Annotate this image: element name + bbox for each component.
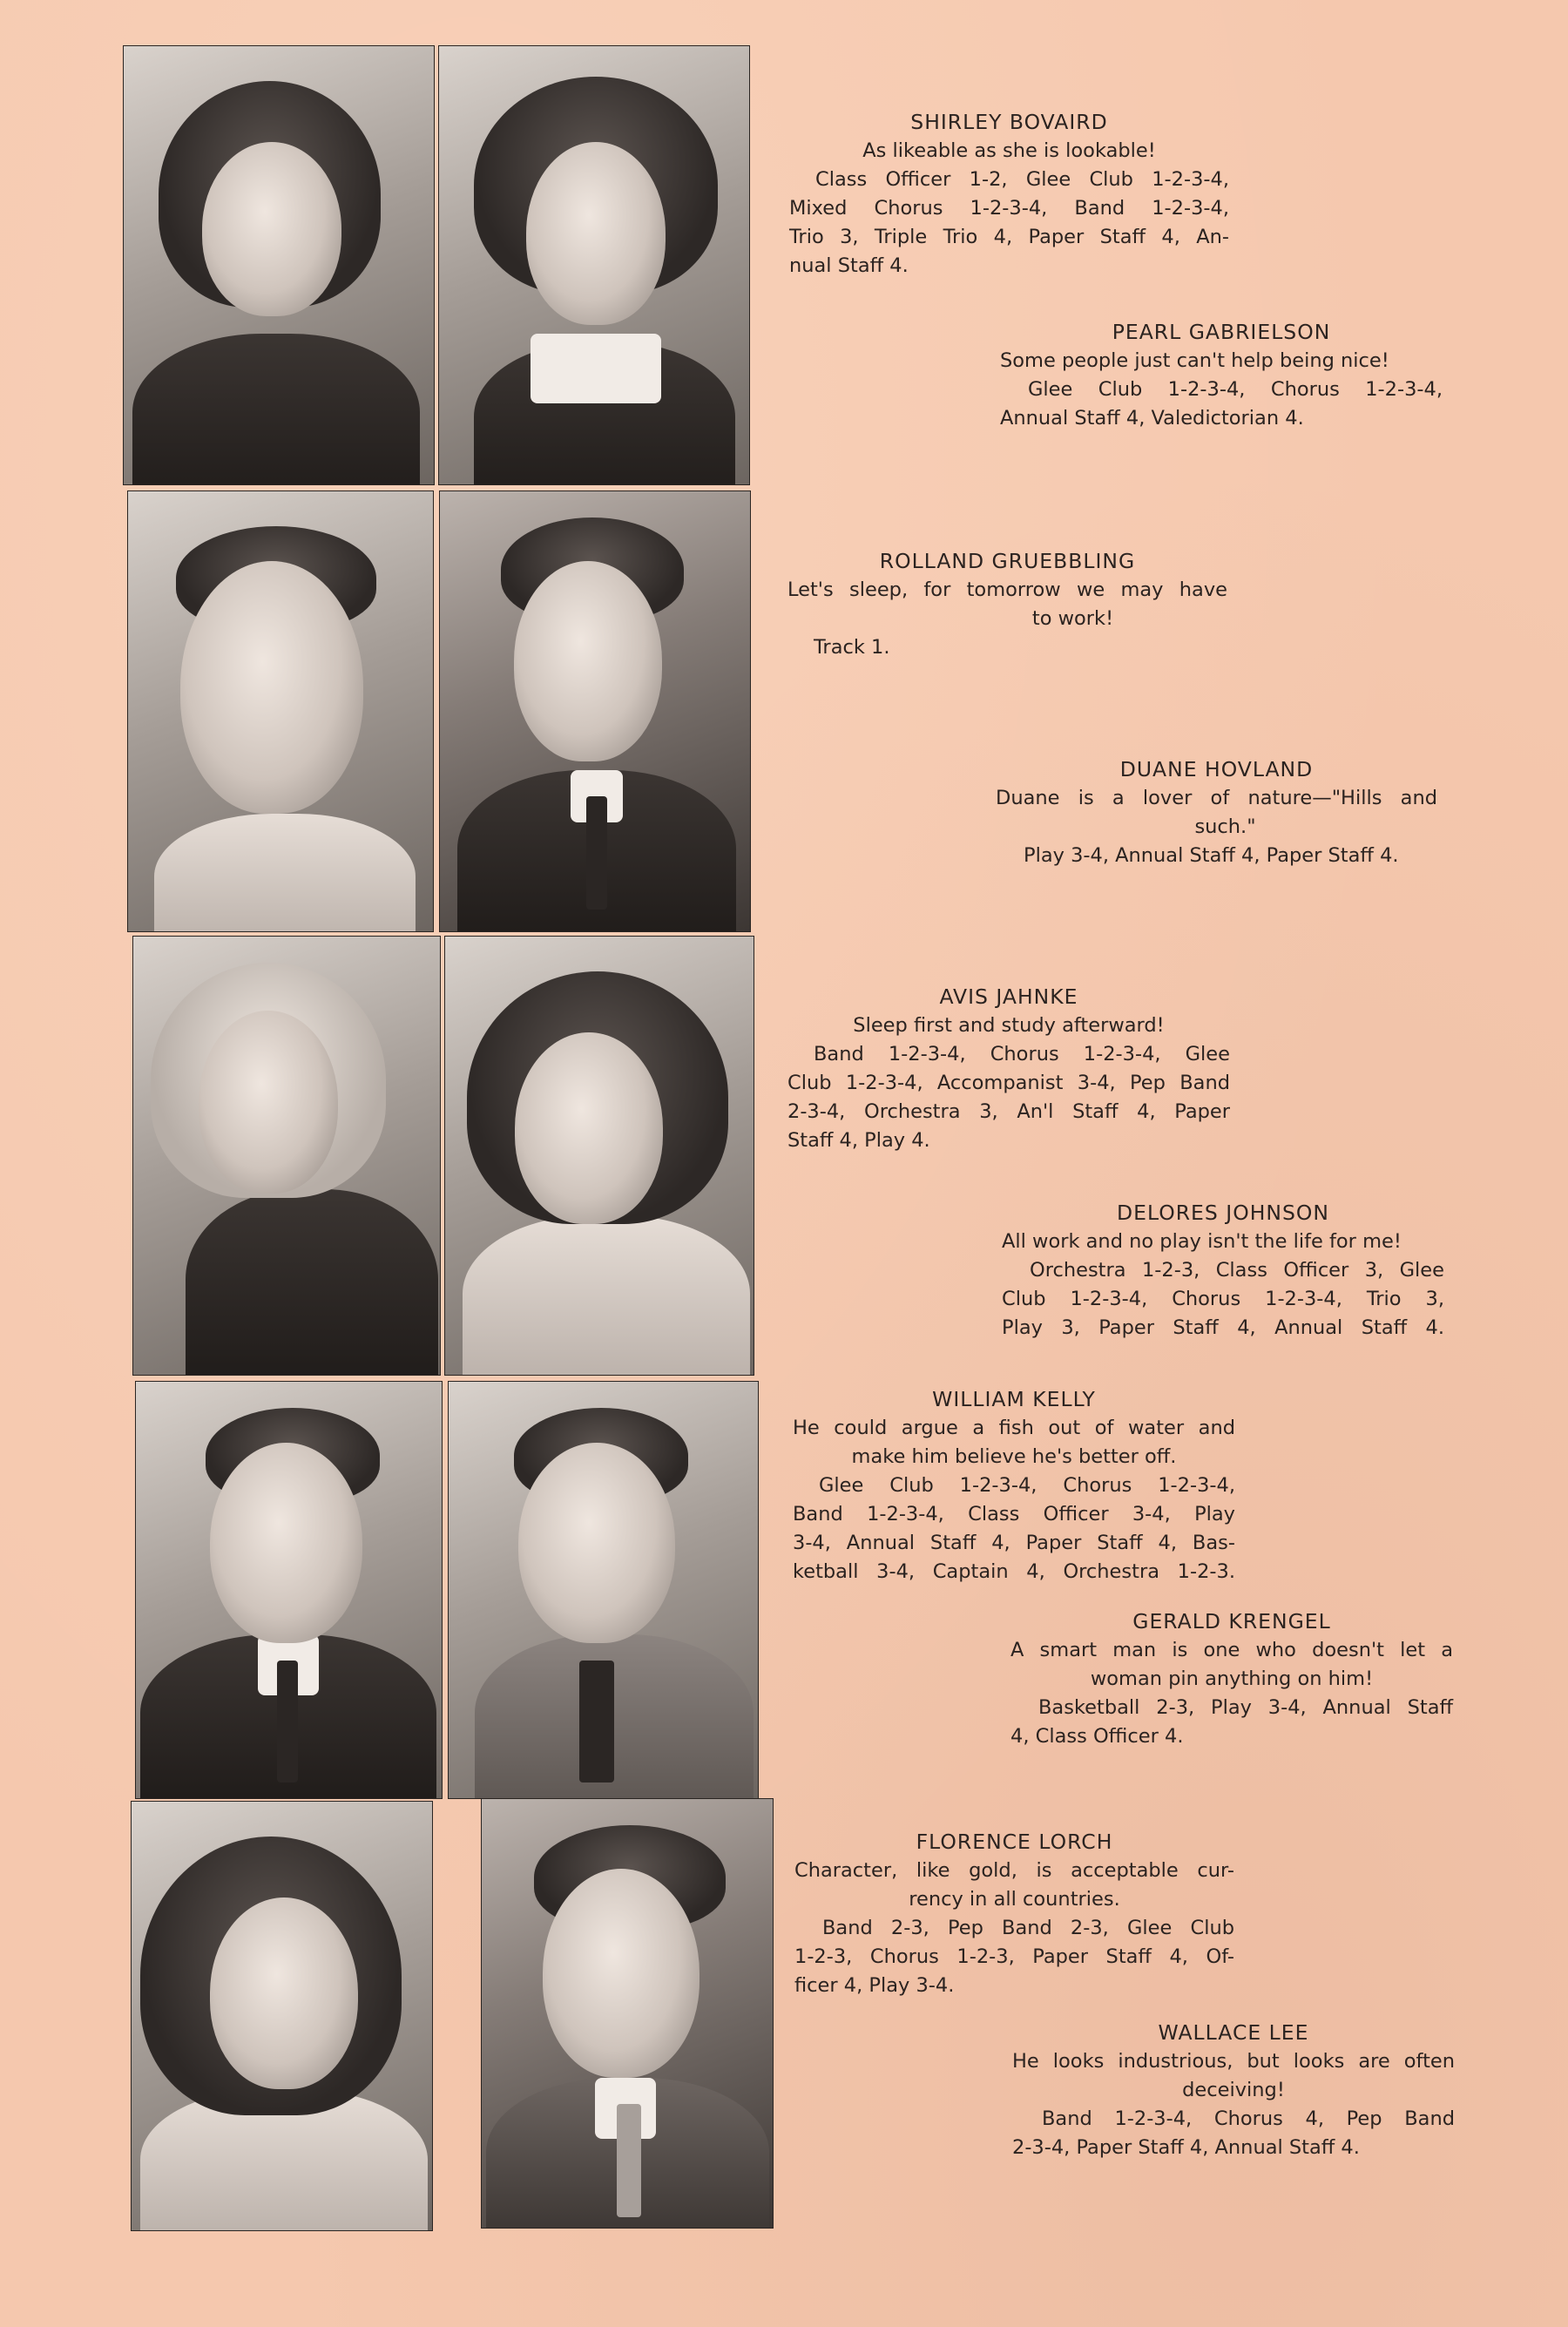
activity-line: nual Staff 4. [789,254,909,277]
portrait-shirley-bovaird [123,45,435,485]
activity-line: ketball 3-4, Captain 4, Orchestra 1-2-3. [793,1560,1235,1583]
student-name: DUANE HOVLAND [1119,757,1314,781]
activity-line: Band 2-3, Pep Band 2-3, Glee Club [822,1917,1234,1939]
activity-line: 1-2-3, Chorus 1-2-3, Paper Staff 4, Of- [794,1945,1234,1968]
student-motto: A smart man is one who doesn't let a [1010,1639,1453,1661]
activity-line: 2-3-4, Paper Staff 4, Annual Staff 4. [1012,2136,1360,2159]
portrait-florence-lorch [131,1801,433,2231]
student-motto: He looks industrious, but looks are often [1012,2050,1455,2073]
activity-line: Staff 4, Play 4. [787,1129,930,1152]
activity-line: Basketball 2-3, Play 3-4, Annual Staff [1038,1696,1453,1719]
student-name: PEARL GABRIELSON [1112,320,1331,344]
activity-line: Band 1-2-3-4, Class Officer 3-4, Play [793,1503,1235,1525]
student-name: SHIRLEY BOVAIRD [910,110,1108,134]
activity-line: Glee Club 1-2-3-4, Chorus 1-2-3-4, [819,1474,1235,1497]
activity-line: Track 1. [814,636,890,659]
student-motto: Duane is a lover of nature—"Hills and [996,787,1437,809]
student-name: WALLACE LEE [1158,2020,1309,2045]
bio-florence-lorch [794,1828,1234,2000]
activity-line: 3-4, Annual Staff 4, Paper Staff 4, Bas- [793,1532,1235,1554]
activity-line: 2-3-4, Orchestra 3, An'l Staff 4, Paper [787,1100,1230,1123]
student-motto: Some people just can't help being nice! [1000,349,1389,372]
activity-line: Class Officer 1-2, Glee Club 1-2-3-4, [815,168,1229,191]
student-motto: such." [1194,815,1256,838]
bio-delores-johnson [1002,1199,1444,1343]
student-motto: He could argue a fish out of water and [793,1417,1235,1439]
student-motto: Let's sleep, for tomorrow we may have [787,578,1227,601]
portrait-william-kelly [135,1381,443,1799]
student-motto: As likeable as she is lookable! [862,139,1156,162]
student-motto: Sleep first and study afterward! [853,1014,1165,1037]
student-motto: All work and no play isn't the life for me! [1002,1230,1402,1253]
activity-line: Play 3, Paper Staff 4, Annual Staff 4. [1002,1316,1444,1339]
student-motto: rency in all countries. [909,1888,1120,1911]
student-name: DELORES JOHNSON [1117,1201,1329,1225]
student-name: GERALD KRENGEL [1132,1609,1331,1634]
student-name: WILLIAM KELLY [932,1387,1096,1411]
bio-pearl-gabrielson [1000,318,1443,433]
bio-duane-hovland [996,755,1437,870]
portrait-wallace-lee [481,1798,774,2229]
activity-line: Play 3-4, Annual Staff 4, Paper Staff 4. [1024,844,1399,867]
portrait-pearl-gabrielson [438,45,750,485]
activity-line: Club 1-2-3-4, Chorus 1-2-3-4, Trio 3, [1002,1288,1444,1310]
portrait-delores-johnson [444,936,754,1376]
bio-shirley-bovaird [789,108,1229,281]
activity-line: 4, Class Officer 4. [1010,1725,1184,1748]
activity-line: ficer 4, Play 3-4. [794,1974,955,1997]
student-name: ROLLAND GRUEBBLING [879,549,1136,573]
portrait-rolland-gruebbling [127,490,434,932]
portrait-gerald-krengel [448,1381,759,1799]
bio-william-kelly [793,1385,1235,1586]
activity-line: Club 1-2-3-4, Accompanist 3-4, Pep Band [787,1072,1230,1094]
student-name: FLORENCE LORCH [916,1830,1113,1854]
bio-wallace-lee [1012,2019,1455,2162]
student-motto: to work! [1031,607,1114,630]
activity-line: Mixed Chorus 1-2-3-4, Band 1-2-3-4, [789,197,1229,220]
activity-line: Orchestra 1-2-3, Class Officer 3, Glee [1030,1259,1444,1282]
activity-line: Glee Club 1-2-3-4, Chorus 1-2-3-4, [1028,378,1443,401]
bio-rolland-gruebbling [787,547,1227,662]
student-name: AVIS JAHNKE [939,984,1078,1009]
bio-gerald-krengel [1010,1607,1453,1751]
activity-line: Annual Staff 4, Valedictorian 4. [1000,407,1304,430]
activity-line: Band 1-2-3-4, Chorus 4, Pep Band [1042,2107,1455,2130]
activity-line: Trio 3, Triple Trio 4, Paper Staff 4, An- [789,226,1229,248]
bio-avis-jahnke [787,983,1230,1155]
portrait-duane-hovland [439,490,751,932]
student-motto: Character, like gold, is acceptable cur- [794,1859,1234,1882]
student-motto: deceiving! [1182,2079,1285,2101]
student-motto: woman pin anything on him! [1090,1667,1374,1690]
portrait-avis-jahnke [132,936,441,1376]
activity-line: Band 1-2-3-4, Chorus 1-2-3-4, Glee [814,1043,1230,1065]
student-motto: make him believe he's better off. [851,1445,1177,1468]
